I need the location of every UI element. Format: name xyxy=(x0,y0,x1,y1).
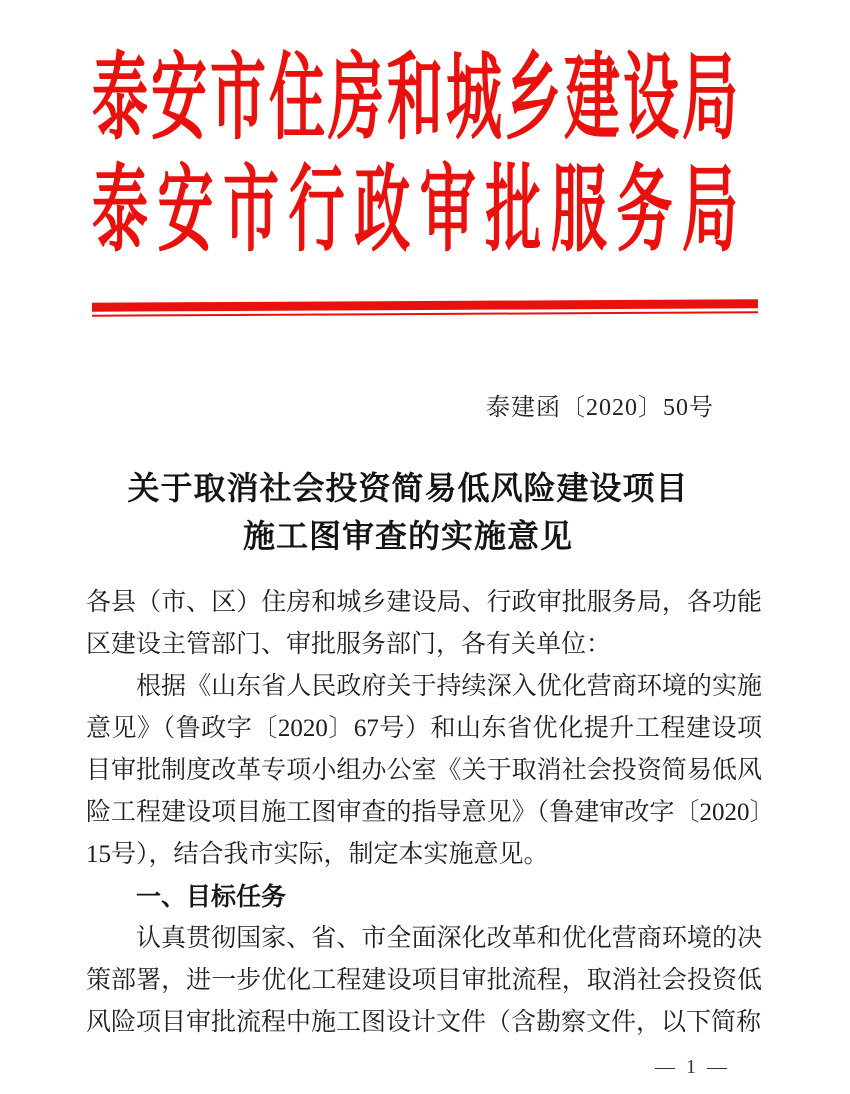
document-number: 泰建函〔2020〕50号 xyxy=(486,395,714,421)
page-number: — 1 — xyxy=(655,1056,730,1078)
letterhead-line-2: 泰安市行政审批服务局 xyxy=(92,159,738,265)
document-title xyxy=(0,464,816,560)
section-1-heading: 一、目标任务 xyxy=(136,883,287,911)
body-paragraph-1: 根据《山东省人民政府关于持续深入优化营商环境的实施意见》（鲁政字〔2020〕67号）和山东省优化提升工程建设项目审批制度改革专项小组办公室《关于取消社会投资简易低风险工程建设项目施工图审查的指导意见》（鲁建审改字〔2020〕15号），结合我市实际，制定本实施意见。 xyxy=(86,673,762,868)
document-body xyxy=(86,582,762,1044)
letterhead-line-1: 泰安市住房和城乡建设局 xyxy=(92,47,738,153)
letterhead xyxy=(92,44,738,268)
body-paragraph-2: 认真贯彻国家、省、市全面深化改革和优化营商环境的决策部署，进一步优化工程建设项目审批流程，取消社会投资低风险项目审批流程中施工图设计文件（含勘察文件，以下简称 xyxy=(86,925,762,1036)
red-separator-rule xyxy=(92,299,758,316)
salutation-paragraph: 各县（市、区）住房和城乡建设局、行政审批服务局，各功能区建设主管部门、审批服务部门，各有关单位： xyxy=(86,589,762,658)
document-title-line-2: 施工图审查的实施意见 xyxy=(242,518,573,554)
red-rule-thin-line xyxy=(92,311,758,316)
document-title-line-1: 关于取消社会投资简易低风险建设项目 xyxy=(127,470,689,506)
